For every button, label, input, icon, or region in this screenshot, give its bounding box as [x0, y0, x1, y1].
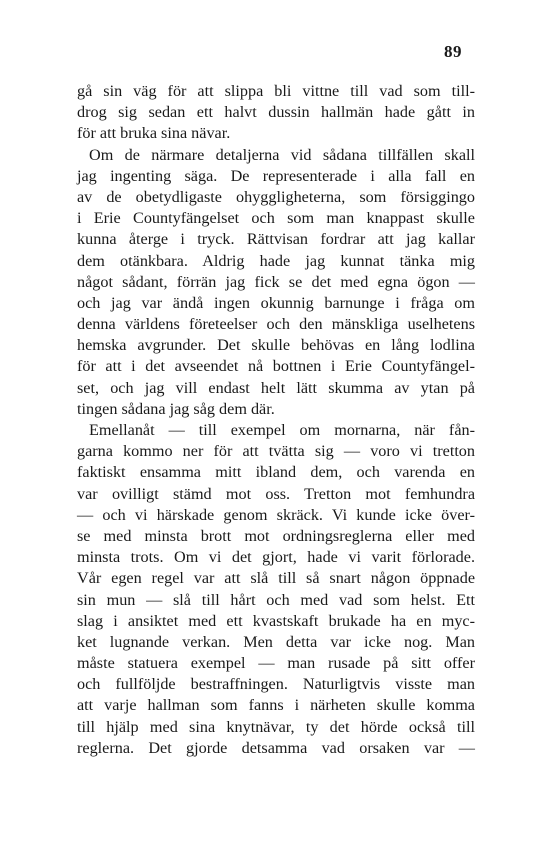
text-line: drog sig sedan ett halvt dussin hallmän hade gått in	[77, 103, 475, 122]
text-line: minsta trots. Om vi det gjort, hade vi varit förlorade.	[77, 548, 475, 567]
text-line: och jag var ändå ingen okunnig barnunge i fråga om	[77, 293, 475, 312]
text-line: för att bruka sina nävar.	[77, 124, 231, 143]
text-line: i Erie Countyfängelset och som man knappast skulle	[77, 209, 475, 228]
text-line: av de obetydligaste ohyggligheterna, som försiggingo	[77, 187, 475, 206]
text-line: garna kommo ner för att tvätta sig — voro vi tretton	[77, 442, 475, 461]
text-line: måste statuera exempel — man rusade på sitt offer	[77, 654, 475, 673]
text-line: se med minsta brott mot ordningsreglerna eller med	[77, 526, 475, 545]
text-line: till hjälp med sina knytnävar, ty det hörde också till	[77, 717, 475, 736]
text-line: slag i ansiktet med ett kvastskaft brukade ha en myc-	[77, 611, 475, 630]
body-text	[77, 81, 475, 759]
text-line: kunna återge i tryck. Rättvisan fordrar att jag kallar	[77, 230, 475, 249]
text-line: Vår egen regel var att slå till så snart någon öppnade	[77, 569, 475, 588]
text-line: att varje hallman som fanns i närheten skulle komma	[77, 696, 475, 715]
page-number: 89	[444, 42, 462, 61]
text-line: sin mun — slå till hårt och med vad som helst. Ett	[77, 590, 475, 609]
text-line: tingen sådana jag såg dem där.	[77, 399, 275, 418]
text-line: gå sin väg för att slippa bli vittne till vad som till-	[77, 82, 475, 100]
text-line: denna världens företeelser och den mänskliga uselhetens	[77, 315, 475, 334]
text-line: var ovilligt stämd mot oss. Tretton mot femhundra	[77, 484, 475, 503]
text-line: set, och jag vill endast helt lätt skumma av ytan på	[77, 378, 475, 397]
text-line: reglerna. Det gjorde detsamma vad orsaken var —	[77, 738, 475, 757]
text-line: — och vi härskade genom skräck. Vi kunde icke över-	[77, 505, 475, 524]
text-line: för att i det avseendet nå bottnen i Erie Countyfängel-	[77, 357, 475, 376]
text-line: jag ingenting säga. De representerade i alla fall en	[77, 166, 475, 185]
text-line: och fullföljde bestraffningen. Naturligtvis visste man	[77, 675, 475, 694]
text-line: något sådant, förrän jag fick se det med egna ögon —	[77, 272, 475, 291]
text-line: hemska avgrunder. Det skulle behövas en lång lodlina	[77, 336, 475, 355]
text-line: Om de närmare detaljerna vid sådana tillfällen skall	[89, 145, 475, 164]
text-line: Emellanåt — till exempel om mornarna, när fån-	[89, 421, 475, 439]
text-line: ket lugnande verkan. Men detta var icke nog. Man	[77, 632, 475, 651]
text-line: dem otänkbara. Aldrig hade jag kunnat tänka mig	[77, 251, 475, 270]
text-line: faktiskt ensamma mitt ibland dem, och varenda en	[77, 463, 475, 482]
